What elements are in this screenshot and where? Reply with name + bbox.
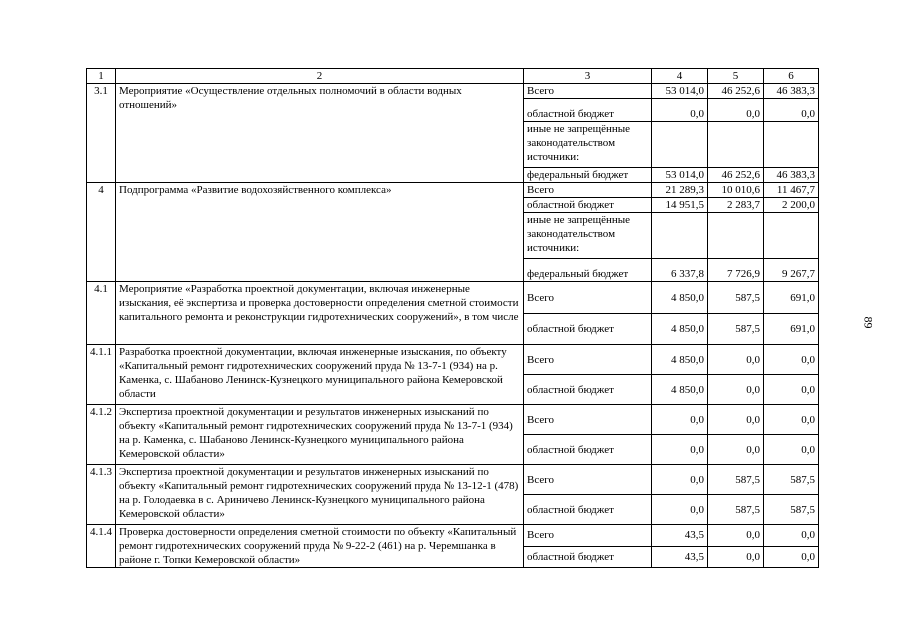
row-title: Мероприятие «Осуществление отдельных полномочий в области водных отношений» <box>116 84 524 183</box>
table-row <box>87 405 819 435</box>
value-cell: 21 289,3 <box>652 183 708 198</box>
value-cell: 587,5 <box>708 495 764 525</box>
funding-source: иные не запрещённые законодательством источники: <box>524 122 652 168</box>
funding-source: Всего <box>524 345 652 375</box>
value-cell: 4 850,0 <box>652 282 708 314</box>
row-number: 3.1 <box>87 84 116 183</box>
value-cell: 0,0 <box>708 435 764 465</box>
value-cell: 2 200,0 <box>764 198 819 213</box>
header-cell: 5 <box>708 69 764 84</box>
value-cell: 46 252,6 <box>708 168 764 183</box>
table-row <box>87 84 819 99</box>
value-cell: 0,0 <box>652 495 708 525</box>
value-cell: 691,0 <box>764 314 819 345</box>
value-cell: 6 337,8 <box>652 259 708 282</box>
table-row <box>87 465 819 495</box>
value-cell: 9 267,7 <box>764 259 819 282</box>
header-cell: 6 <box>764 69 819 84</box>
row-title: Разработка проектной документации, включая инженерные изыскания, по объекту «Капитальный ремонт гидротехнических сооружений пруда № 13-7-1 (934) на р. Каменка, с. Шабаново Ленинск-Кузнецкого муниципального района Кемеровской области <box>116 345 524 405</box>
header-cell: 2 <box>116 69 524 84</box>
value-cell <box>652 122 708 168</box>
value-cell: 53 014,0 <box>652 84 708 99</box>
value-cell: 587,5 <box>708 314 764 345</box>
value-cell <box>764 122 819 168</box>
value-cell: 10 010,6 <box>708 183 764 198</box>
value-cell <box>652 213 708 259</box>
funding-source: Всего <box>524 84 652 99</box>
row-number: 4.1.4 <box>87 525 116 568</box>
row-number: 4.1.1 <box>87 345 116 405</box>
value-cell: 0,0 <box>764 345 819 375</box>
header-row <box>87 69 819 84</box>
budget-table <box>86 68 819 568</box>
value-cell: 0,0 <box>764 375 819 405</box>
funding-source: областной бюджет <box>524 435 652 465</box>
value-cell: 46 252,6 <box>708 84 764 99</box>
row-number: 4 <box>87 183 116 282</box>
value-cell: 4 850,0 <box>652 345 708 375</box>
value-cell: 46 383,3 <box>764 84 819 99</box>
value-cell: 4 850,0 <box>652 375 708 405</box>
value-cell: 587,5 <box>708 282 764 314</box>
funding-source: федеральный бюджет <box>524 168 652 183</box>
value-cell: 587,5 <box>764 495 819 525</box>
value-cell: 0,0 <box>708 99 764 122</box>
value-cell: 0,0 <box>764 99 819 122</box>
value-cell: 0,0 <box>652 435 708 465</box>
table-row <box>87 525 819 547</box>
row-title: Проверка достоверности определения сметной стоимости по объекту «Капитальный ремонт гидротехнических сооружений пруда № 9-22-2 (461) на р. Черемшанка в районе г. Топки Кемеровской области» <box>116 525 524 568</box>
value-cell: 43,5 <box>652 525 708 547</box>
value-cell: 0,0 <box>652 405 708 435</box>
value-cell: 0,0 <box>764 435 819 465</box>
header-cell: 4 <box>652 69 708 84</box>
value-cell: 0,0 <box>764 405 819 435</box>
row-title: Подпрограмма «Развитие водохозяйственного комплекса» <box>116 183 524 282</box>
value-cell: 0,0 <box>708 375 764 405</box>
value-cell <box>708 122 764 168</box>
value-cell <box>708 213 764 259</box>
funding-source: областной бюджет <box>524 198 652 213</box>
funding-source: областной бюджет <box>524 375 652 405</box>
header-cell: 3 <box>524 69 652 84</box>
value-cell: 46 383,3 <box>764 168 819 183</box>
row-title: Экспертиза проектной документации и результатов инженерных изысканий по объекту «Капитальный ремонт гидротехнических сооружений пруда № 13-7-1 (934) на р. Каменка, с. Шабаново Ленинск-Кузнецкого муниципального района Кемеровской области» <box>116 405 524 465</box>
value-cell: 0,0 <box>708 345 764 375</box>
value-cell: 4 850,0 <box>652 314 708 345</box>
value-cell: 691,0 <box>764 282 819 314</box>
value-cell: 0,0 <box>708 525 764 547</box>
funding-source: Всего <box>524 525 652 547</box>
funding-source: областной бюджет <box>524 99 652 122</box>
funding-source: иные не запрещённые законодательством источники: <box>524 213 652 259</box>
value-cell: 7 726,9 <box>708 259 764 282</box>
table-row <box>87 183 819 198</box>
funding-source: Всего <box>524 183 652 198</box>
table-row <box>87 345 819 375</box>
value-cell: 14 951,5 <box>652 198 708 213</box>
value-cell: 0,0 <box>708 546 764 568</box>
row-number: 4.1.2 <box>87 405 116 465</box>
row-title: Экспертиза проектной документации и результатов инженерных изысканий по объекту «Капитальный ремонт гидротехнических сооружений пруда № 13-12-1 (478) на р. Голодаевка в с. Ариничево Ленинск-Кузнецкого муниципального района Кемеровской области» <box>116 465 524 525</box>
value-cell: 11 467,7 <box>764 183 819 198</box>
funding-source: областной бюджет <box>524 546 652 568</box>
funding-source: областной бюджет <box>524 314 652 345</box>
value-cell: 0,0 <box>652 465 708 495</box>
table-row <box>87 282 819 314</box>
row-number: 4.1.3 <box>87 465 116 525</box>
value-cell: 2 283,7 <box>708 198 764 213</box>
funding-source: областной бюджет <box>524 495 652 525</box>
value-cell: 0,0 <box>652 99 708 122</box>
row-number: 4.1 <box>87 282 116 345</box>
funding-source: Всего <box>524 465 652 495</box>
page-number: 89 <box>861 316 876 329</box>
header-cell: 1 <box>87 69 116 84</box>
value-cell: 0,0 <box>708 405 764 435</box>
value-cell: 0,0 <box>764 546 819 568</box>
value-cell <box>764 213 819 259</box>
funding-source: Всего <box>524 405 652 435</box>
value-cell: 43,5 <box>652 546 708 568</box>
value-cell: 0,0 <box>764 525 819 547</box>
funding-source: федеральный бюджет <box>524 259 652 282</box>
value-cell: 53 014,0 <box>652 168 708 183</box>
value-cell: 587,5 <box>764 465 819 495</box>
value-cell: 587,5 <box>708 465 764 495</box>
row-title: Мероприятие «Разработка проектной документации, включая инженерные изыскания, её экспертиза и проверка достоверности определения сметной стоимости капитального ремонта и реконструкции гидротехнических сооружений», в том числе <box>116 282 524 345</box>
funding-source: Всего <box>524 282 652 314</box>
